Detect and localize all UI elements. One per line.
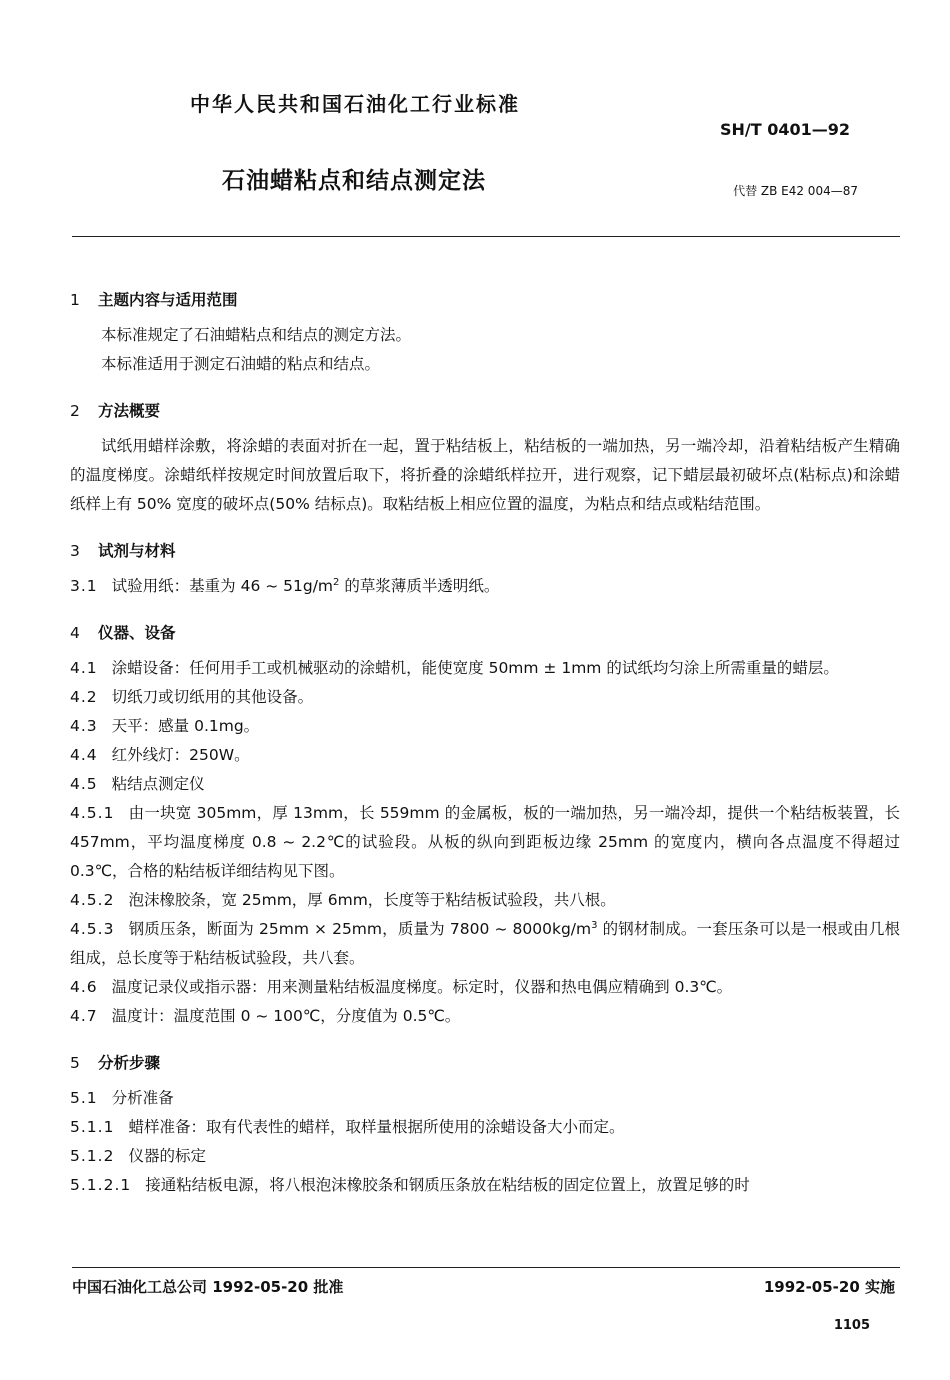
section-number: 2 <box>70 402 80 420</box>
clause-text: 由一块宽 305mm，厚 13mm，长 559mm 的金属板，板的一端加热，另一端冷却，提供一个粘结板装置，长 457mm，平均温度梯度 0.8 ~ 2.2℃的试验段。从板的纵向到距板边缘 25mm 的宽度内，横向各点温度不得超过 0.3℃，合格的粘结板详细结构见下图。 <box>70 804 900 880</box>
paragraph: 本标准规定了石油蜡粘点和结点的测定方法。 <box>101 326 412 344</box>
paragraph: 试纸用蜡样涂敷，将涂蜡的表面对折在一起，置于粘结板上，粘结板的一端加热，另一端冷却，沿着粘结板产生精确的温度梯度。涂蜡纸样按规定时间放置后取下，将折叠的涂蜡纸样拉开，进行观察，记下蜡层最初破坏点(粘标点)和涂蜡纸样上有 50% 宽度的破坏点(50% 结标点)。取粘结板上相应位置的温度，为粘点和结点或粘结范围。 <box>70 437 900 513</box>
paragraph: 本标准适用于测定石油蜡的粘点和结点。 <box>101 355 381 373</box>
clause-text: 接通粘结板电源，将八根泡沫橡胶条和钢质压条放在粘结板的固定位置上，放置足够的时 <box>145 1176 750 1194</box>
clause-number: 4.3 <box>70 717 98 735</box>
clause <box>70 712 900 741</box>
clause-number: 4.7 <box>70 1007 98 1025</box>
clause <box>70 683 900 712</box>
clause-number: 4.6 <box>70 978 98 996</box>
clause-text: 仪器的标定 <box>128 1147 206 1165</box>
clause-text: 温度计：温度范围 0 ~ 100℃，分度值为 0.5℃。 <box>111 1007 461 1025</box>
clause-text: 的钢材制成。一套压条可以是一根或由几根组成，总长度等于粘结板试验段，共八套。 <box>70 920 900 967</box>
footer-divider <box>72 1267 900 1268</box>
clause-text: 天平：感量 0.1mg。 <box>111 717 260 735</box>
section-title: 试剂与材料 <box>98 542 176 560</box>
clause-text: 泡沫橡胶条，宽 25mm，厚 6mm，长度等于粘结板试验段，共八根。 <box>128 891 616 909</box>
implementation-date: 1992-05-20 实施 <box>763 1278 895 1296</box>
document-title: 石油蜡粘点和结点测定法 <box>222 168 486 194</box>
section-heading <box>70 619 900 648</box>
superscript: 3 <box>591 919 598 931</box>
section-number: 4 <box>70 624 80 642</box>
superscript: 2 <box>333 576 340 588</box>
clause-text: 粘结点测定仪 <box>111 775 205 793</box>
clause-text: 温度记录仪或指示器：用来测量粘结板温度梯度。标定时，仪器和热电偶应精确到 0.3℃。 <box>111 978 733 996</box>
clause-number: 4.4 <box>70 746 98 764</box>
clause-text: 试验用纸：基重为 46 ~ 51g/m <box>111 577 334 595</box>
header-divider <box>72 236 900 237</box>
clause <box>70 654 900 683</box>
clause <box>70 1113 900 1142</box>
section-title: 分析步骤 <box>98 1054 161 1072</box>
clause-number: 3.1 <box>70 577 98 595</box>
clause <box>70 741 900 770</box>
clause-text: 钢质压条，断面为 25mm × 25mm，质量为 7800 ~ 8000kg/m <box>128 920 592 938</box>
section-number: 3 <box>70 542 80 560</box>
section-number: 1 <box>70 291 80 309</box>
standard-category-heading: 中华人民共和国石油化工行业标准 <box>190 92 520 116</box>
page-number: 1105 <box>833 1318 870 1333</box>
replaces-standard: 代替 ZB E42 004—87 <box>733 184 858 198</box>
clause-number: 5.1.2 <box>70 1147 115 1165</box>
section-title: 方法概要 <box>98 402 161 420</box>
clause-number: 4.2 <box>70 688 98 706</box>
clause <box>70 1142 900 1171</box>
clause-number: 4.5.2 <box>70 891 115 909</box>
clause-number: 4.5.3 <box>70 920 115 938</box>
section-heading <box>70 397 900 426</box>
clause <box>70 915 900 973</box>
clause <box>70 1084 900 1113</box>
clause-number: 4.1 <box>70 659 98 677</box>
clause <box>70 572 900 601</box>
section-number: 5 <box>70 1054 80 1072</box>
clause-number: 4.5.1 <box>70 804 115 822</box>
clause <box>70 1002 900 1031</box>
standard-number: SH/T 0401—92 <box>719 120 850 139</box>
clause-text: 切纸刀或切纸用的其他设备。 <box>111 688 314 706</box>
clause-text: 分析准备 <box>111 1089 174 1107</box>
clause-text: 蜡样准备：取有代表性的蜡样，取样量根据所使用的涂蜡设备大小而定。 <box>128 1118 625 1136</box>
clause-number: 5.1.2.1 <box>70 1176 132 1194</box>
section-heading <box>70 537 900 566</box>
clause-number: 5.1 <box>70 1089 98 1107</box>
section-title: 主题内容与适用范围 <box>98 291 238 309</box>
clause-text: 红外线灯：250W。 <box>111 746 250 764</box>
section-heading <box>70 286 900 315</box>
clause <box>70 886 900 915</box>
clause-text: 的草浆薄质半透明纸。 <box>339 577 500 595</box>
approval-line: 中国石油化工总公司 1992-05-20 批准 <box>72 1278 344 1296</box>
section-title: 仪器、设备 <box>98 624 176 642</box>
clause <box>70 973 900 1002</box>
clause <box>70 799 900 886</box>
document-body <box>70 280 900 1200</box>
clause <box>70 1171 900 1200</box>
clause-number: 5.1.1 <box>70 1118 115 1136</box>
clause-number: 4.5 <box>70 775 98 793</box>
section-heading <box>70 1049 900 1078</box>
clause-text: 涂蜡设备：任何用手工或机械驱动的涂蜡机，能使宽度 50mm ± 1mm 的试纸均匀涂上所需重量的蜡层。 <box>111 659 839 677</box>
clause <box>70 770 900 799</box>
